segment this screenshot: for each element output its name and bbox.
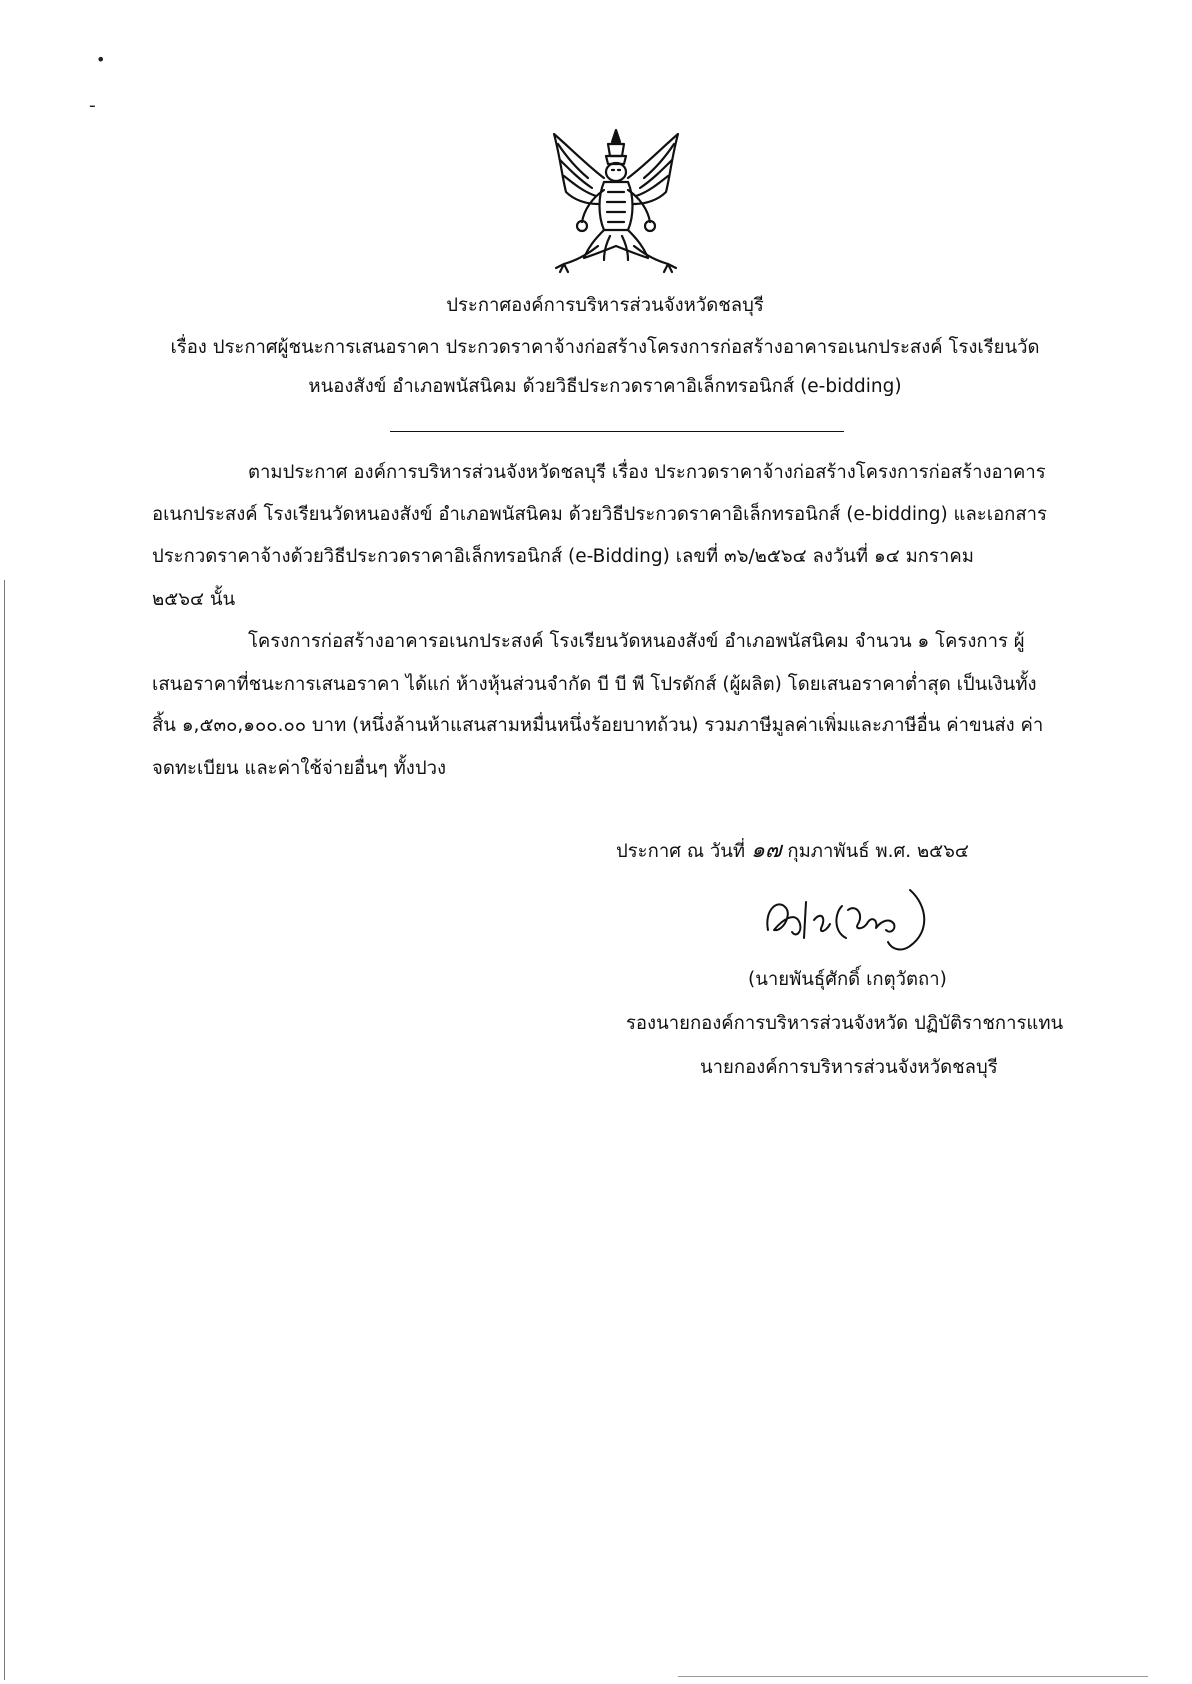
para2-line-2: เสนอราคาที่ชนะการเสนอราคา ได้แก่ ห้างหุ้นส่วนจำกัด บี บี พี โปรดักส์ (ผู้ผลิต) โดยเสนอราคาต่ำสุด เป็นเงินทั้ง <box>152 674 1037 695</box>
announce-date <box>616 838 969 865</box>
signature-icon <box>760 880 940 965</box>
document-title: ประกาศองค์การบริหารส่วนจังหวัดชลบุรี <box>446 295 764 316</box>
para1-line-3: ประกวดราคาจ้างด้วยวิธีประกวดราคาอิเล็กทรอนิกส์ (e-Bidding) เลขที่ ๓๖/๒๕๖๔ ลงวันที่ ๑๔ มกราคม <box>152 546 974 567</box>
para1-line-2: อเนกประสงค์ โรงเรียนวัดหนองสังข์ อำเภอพนัสนิคม ด้วยวิธีประกวดราคาอิเล็กทรอนิกส์ (e-bidding) และเอกสาร <box>152 504 1047 525</box>
announce-day: ๑๗ <box>751 838 782 863</box>
scan-bottom-edge <box>678 1676 1148 1677</box>
para2-line-1: โครงการก่อสร้างอาคารอเนกประสงค์ โรงเรียนวัดหนองสังข์ อำเภอพนัสนิคม จำนวน ๑ โครงการ ผู้ <box>248 631 1025 652</box>
announce-suffix: กุมภาพันธ์ พ.ศ. ๒๕๖๔ <box>787 841 969 862</box>
scan-mark-dot: • <box>96 50 106 69</box>
signer-name: (นายพันธุ์ศักดิ์ เกตุวัตถา) <box>748 969 947 990</box>
title-divider <box>390 431 844 432</box>
para2-line-4: จดทะเบียน และค่าใช้จ่ายอื่นๆ ทั้งปวง <box>152 758 447 779</box>
announce-prefix: ประกาศ ณ วันที่ <box>616 841 746 862</box>
signer-position-2: นายกองค์การบริหารส่วนจังหวัดชลบุรี <box>700 1057 998 1078</box>
scan-left-edge <box>4 580 5 1680</box>
signer-position-1: รองนายกองค์การบริหารส่วนจังหวัด ปฏิบัติราชการแทน <box>626 1013 1064 1034</box>
scan-mark-tick: ـ <box>90 92 95 111</box>
para1-line-1: ตามประกาศ องค์การบริหารส่วนจังหวัดชลบุรี เรื่อง ประกวดราคาจ้างก่อสร้างโครงการก่อสร้างอาคาร <box>248 462 1046 483</box>
para2-line-3: สิ้น ๑,๕๓๐,๑๐๐.๐๐ บาท (หนึ่งล้านห้าแสนสามหมื่นหนึ่งร้อยบาทถ้วน) รวมภาษีมูลค่าเพิ่มและภาษีอื่น ค่าขนส่ง ค่า <box>152 715 1044 736</box>
para1-line-4: ๒๕๖๔ นั้น <box>152 589 236 610</box>
subject-line-1: เรื่อง ประกาศผู้ชนะการเสนอราคา ประกวดราคาจ้างก่อสร้างโครงการก่อสร้างอาคารอเนกประสงค์ โรงเรียนวัด <box>170 337 1040 358</box>
garuda-emblem-icon <box>538 126 694 276</box>
subject-line-2: หนองสังข์ อำเภอพนัสนิคม ด้วยวิธีประกวดราคาอิเล็กทรอนิกส์ (e-bidding) <box>308 376 902 397</box>
